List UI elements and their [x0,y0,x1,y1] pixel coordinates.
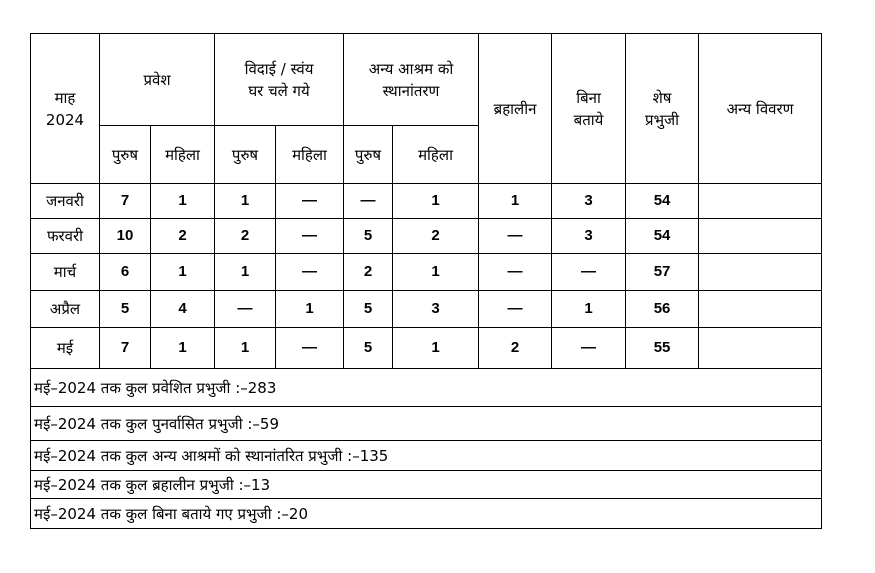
transfer-female-header: महिला [393,126,479,184]
remaining-cell: 57 [626,254,699,291]
other-details-header: अन्य विवरण [699,34,822,184]
departure-female-header: महिला [276,126,344,184]
month-cell: मार्च [31,254,100,291]
admission-female-cell: 1 [151,254,215,291]
transfer-male-cell: — [344,184,393,219]
summary-total-admitted: मई–2024 तक कुल प्रवेशित प्रभुजी :–283 [31,369,822,407]
admission-male-cell: 6 [100,254,151,291]
monthly-report-table [30,33,822,529]
transfer-female-cell: 1 [393,254,479,291]
other-details-cell [699,254,822,291]
transfer-male-cell: 2 [344,254,393,291]
table-row [31,254,822,291]
deceased-cell: — [479,219,552,254]
departure-female-cell: — [276,328,344,369]
deceased-cell: 1 [479,184,552,219]
deceased-cell: — [479,254,552,291]
departure-header: विदाई / स्वंय घर चले गये [215,34,344,126]
departure-female-cell: — [276,219,344,254]
departure-female-cell: 1 [276,291,344,328]
summary-total-without-notice: मई–2024 तक कुल बिना बताये गए प्रभुजी :–20 [31,499,822,529]
transfer-female-cell: 2 [393,219,479,254]
month-cell: मई [31,328,100,369]
transfer-male-cell: 5 [344,328,393,369]
remaining-header: शेष प्रभुजी [626,34,699,184]
departure-male-cell: 1 [215,328,276,369]
transfer-header: अन्य आश्रम को स्थानांतरण [344,34,479,126]
without-notice-header: बिना बताये [552,34,626,184]
departure-male-cell: — [215,291,276,328]
without-notice-cell: 1 [552,291,626,328]
table-row [31,219,822,254]
month-cell: फरवरी [31,219,100,254]
transfer-female-cell: 1 [393,184,479,219]
transfer-female-cell: 1 [393,328,479,369]
table-row [31,328,822,369]
departure-male-cell: 2 [215,219,276,254]
without-notice-cell: 3 [552,184,626,219]
month-cell: जनवरी [31,184,100,219]
admission-male-cell: 5 [100,291,151,328]
month-cell: अप्रैल [31,291,100,328]
admission-female-cell: 1 [151,184,215,219]
without-notice-cell: — [552,254,626,291]
departure-male-cell: 1 [215,184,276,219]
summary-total-deceased: मई–2024 तक कुल ब्रहालीन प्रभुजी :–13 [31,471,822,499]
month-header: माह 2024 [31,34,100,184]
admission-header: प्रवेश [100,34,215,126]
remaining-cell: 54 [626,184,699,219]
remaining-cell: 55 [626,328,699,369]
admission-male-cell: 7 [100,328,151,369]
transfer-male-cell: 5 [344,291,393,328]
admission-female-cell: 4 [151,291,215,328]
summary-total-transferred: मई–2024 तक कुल अन्य आश्रमों को स्थानांतरित प्रभुजी :–135 [31,441,822,471]
transfer-female-cell: 3 [393,291,479,328]
admission-male-header: पुरुष [100,126,151,184]
departure-male-cell: 1 [215,254,276,291]
admission-male-cell: 7 [100,184,151,219]
deceased-cell: — [479,291,552,328]
departure-male-header: पुरुष [215,126,276,184]
transfer-male-cell: 5 [344,219,393,254]
admission-female-cell: 1 [151,328,215,369]
remaining-cell: 54 [626,219,699,254]
admission-female-cell: 2 [151,219,215,254]
remaining-cell: 56 [626,291,699,328]
other-details-cell [699,328,822,369]
summary-total-rehabilitated: मई–2024 तक कुल पुनर्वासित प्रभुजी :–59 [31,407,822,441]
admission-female-header: महिला [151,126,215,184]
without-notice-cell: 3 [552,219,626,254]
deceased-header: ब्रहालीन [479,34,552,184]
transfer-male-header: पुरुष [344,126,393,184]
table-row [31,291,822,328]
other-details-cell [699,291,822,328]
departure-female-cell: — [276,254,344,291]
without-notice-cell: — [552,328,626,369]
admission-male-cell: 10 [100,219,151,254]
table-row [31,184,822,219]
other-details-cell [699,219,822,254]
other-details-cell [699,184,822,219]
departure-female-cell: — [276,184,344,219]
deceased-cell: 2 [479,328,552,369]
